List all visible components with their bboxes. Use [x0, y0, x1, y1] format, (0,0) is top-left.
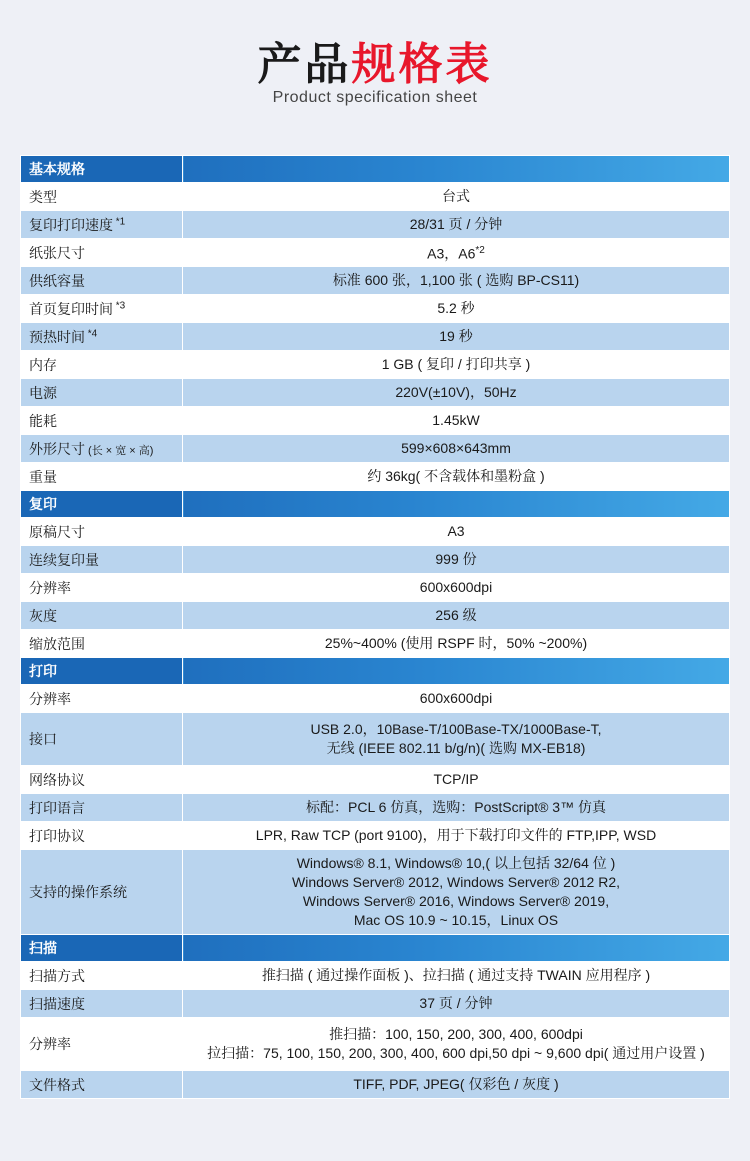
spec-label-text: 电源 — [29, 384, 57, 401]
spec-value-text: 28/31 页 / 分钟 — [409, 216, 503, 232]
spec-label — [21, 602, 183, 630]
spec-value — [183, 766, 730, 794]
spec-row — [21, 822, 730, 850]
spec-value — [183, 962, 730, 990]
spec-value — [183, 602, 730, 630]
spec-row — [21, 713, 730, 766]
spec-label-text: 外形尺寸 — [29, 440, 85, 457]
spec-label-text: 能耗 — [29, 412, 57, 429]
spec-value — [183, 794, 730, 822]
spec-row — [21, 323, 730, 351]
spec-label — [21, 766, 183, 794]
section-title: 基本规格 — [21, 156, 183, 183]
section-header — [21, 658, 730, 685]
spec-row — [21, 990, 730, 1018]
spec-label — [21, 267, 183, 295]
spec-row — [21, 435, 730, 463]
spec-value — [183, 183, 730, 211]
spec-label-text: 重量 — [29, 468, 57, 485]
spec-value-line: Windows Server® 2012, Windows Server® 2012 R2, — [292, 874, 620, 890]
spec-label — [21, 351, 183, 379]
spec-label-text: 预热时间 — [29, 328, 85, 345]
spec-label-qualifier: (长 × 宽 × 高) — [85, 444, 154, 457]
spec-label-text: 灰度 — [29, 607, 57, 624]
spec-value — [183, 351, 730, 379]
spec-row — [21, 766, 730, 794]
spec-label — [21, 574, 183, 602]
spec-value — [183, 850, 730, 935]
spec-label-text: 网络协议 — [29, 771, 85, 788]
spec-value — [183, 546, 730, 574]
spec-value-text: 推扫描 ( 通过操作面板 )、拉扫描 ( 通过支持 TWAIN 应用程序 ) — [261, 967, 651, 983]
page-header — [0, 0, 750, 155]
spec-label — [21, 463, 183, 491]
spec-label-text: 支持的操作系统 — [29, 884, 127, 900]
spec-value-text: 19 秒 — [439, 328, 473, 344]
spec-label-text: 分辨率 — [29, 690, 71, 707]
spec-value — [183, 239, 730, 267]
spec-value-line: 无线 (IEEE 802.11 b/g/n)( 选购 MX-EB18) — [326, 740, 586, 756]
section-header-fill — [183, 491, 730, 518]
spec-value — [183, 323, 730, 351]
spec-label — [21, 1071, 183, 1099]
spec-value — [183, 435, 730, 463]
title-red-part: 规格表 — [351, 39, 493, 90]
section-header-fill — [183, 156, 730, 183]
spec-row — [21, 295, 730, 323]
footnote-marker: *3 — [113, 299, 126, 311]
spec-label-text: 类型 — [29, 188, 57, 205]
spec-label-text: 缩放范围 — [29, 635, 85, 652]
section-header — [21, 935, 730, 962]
spec-label — [21, 518, 183, 546]
spec-value — [183, 574, 730, 602]
spec-row — [21, 1018, 730, 1071]
footnote-marker: *1 — [113, 215, 126, 227]
page-title — [0, 28, 750, 92]
spec-row — [21, 379, 730, 407]
spec-label-text: 内存 — [29, 356, 57, 373]
spec-label-text: 接口 — [29, 731, 57, 747]
section-title: 复印 — [21, 491, 183, 518]
spec-row — [21, 407, 730, 435]
spec-label-text: 连续复印量 — [29, 551, 99, 568]
page-subtitle: Product specification sheet — [272, 89, 478, 106]
spec-row — [21, 239, 730, 267]
spec-label-text: 扫描方式 — [29, 967, 85, 984]
spec-label-text: 原稿尺寸 — [29, 523, 85, 540]
spec-row — [21, 267, 730, 295]
spec-row — [21, 574, 730, 602]
spec-label — [21, 685, 183, 713]
spec-label-text: 扫描速度 — [29, 995, 85, 1012]
spec-value — [183, 822, 730, 850]
spec-value-text: A3，A6 — [427, 245, 476, 262]
spec-value-line: Windows® 8.1, Windows® 10,( 以上包括 32/64 位 ) — [296, 855, 616, 871]
section-header-fill — [183, 935, 730, 962]
spec-value-text: 25%~400% (使用 RSPF 时，50% ~200%) — [324, 635, 588, 651]
spec-label — [21, 850, 183, 935]
spec-label-text: 复印打印速度 — [29, 216, 113, 233]
spec-value — [183, 463, 730, 491]
spec-value — [183, 379, 730, 407]
spec-label-text: 纸张尺寸 — [29, 244, 85, 261]
spec-value-line: Windows Server® 2016, Windows Server® 2019, — [302, 893, 610, 909]
spec-row — [21, 211, 730, 239]
spec-value-line: USB 2.0，10Base-T/100Base-TX/1000Base-T, — [310, 721, 602, 737]
spec-value-line: 推扫描：100, 150, 200, 300, 400, 600dpi — [329, 1026, 583, 1042]
spec-label — [21, 794, 183, 822]
section-title: 打印 — [21, 658, 183, 685]
spec-row — [21, 630, 730, 658]
spec-label — [21, 822, 183, 850]
spec-value-text: A3 — [447, 523, 465, 539]
spec-value — [183, 1018, 730, 1071]
spec-label — [21, 630, 183, 658]
footnote-marker: *4 — [85, 327, 98, 339]
spec-value — [183, 407, 730, 435]
spec-label — [21, 546, 183, 574]
spec-label-text: 文件格式 — [29, 1076, 85, 1093]
spec-label-text: 分辨率 — [29, 579, 71, 596]
section-header-fill — [183, 658, 730, 685]
section-header — [21, 156, 730, 183]
spec-row — [21, 685, 730, 713]
spec-table — [20, 155, 730, 1099]
spec-label — [21, 990, 183, 1018]
spec-label-text: 打印协议 — [29, 827, 85, 844]
spec-value-text: 1.45kW — [432, 412, 480, 428]
spec-row — [21, 962, 730, 990]
spec-label — [21, 962, 183, 990]
spec-row — [21, 850, 730, 935]
spec-label — [21, 379, 183, 407]
section-header — [21, 491, 730, 518]
spec-row — [21, 351, 730, 379]
spec-row — [21, 463, 730, 491]
spec-label — [21, 713, 183, 766]
spec-value — [183, 211, 730, 239]
spec-value-text: TIFF, PDF, JPEG( 仅彩色 / 灰度 ) — [353, 1076, 559, 1092]
spec-row — [21, 183, 730, 211]
spec-table-body — [21, 156, 730, 1099]
spec-value-text: 台式 — [442, 188, 470, 204]
footnote-marker: *2 — [475, 245, 485, 257]
spec-row — [21, 546, 730, 574]
title-dark-part: 产品 — [257, 39, 352, 90]
spec-label-text: 分辨率 — [29, 1036, 71, 1052]
spec-label-text: 打印语言 — [29, 799, 85, 816]
spec-value — [183, 713, 730, 766]
spec-value-text: LPR, Raw TCP (port 9100)，用于下载打印文件的 FTP,IPP, WSD — [255, 827, 657, 843]
section-title: 扫描 — [21, 935, 183, 962]
spec-value — [183, 295, 730, 323]
spec-value — [183, 1071, 730, 1099]
spec-value-text: 220V(±10V)，50Hz — [395, 384, 517, 400]
spec-label — [21, 211, 183, 239]
spec-value — [183, 518, 730, 546]
spec-value — [183, 267, 730, 295]
spec-value-text: 37 页 / 分钟 — [419, 995, 493, 1011]
spec-label — [21, 1018, 183, 1071]
spec-label-text: 供纸容量 — [29, 272, 85, 289]
spec-value — [183, 990, 730, 1018]
spec-value — [183, 630, 730, 658]
spec-value-text: 约 36kg( 不含载体和墨粉盒 ) — [367, 468, 545, 484]
spec-value-text: 标准 600 张，1,100 张 ( 选购 BP-CS11) — [332, 272, 580, 288]
spec-row — [21, 794, 730, 822]
spec-value-text: 256 级 — [435, 607, 477, 623]
spec-label — [21, 407, 183, 435]
spec-value-text: TCP/IP — [433, 771, 479, 787]
spec-row — [21, 518, 730, 546]
spec-value-text: 599×608×643mm — [401, 440, 511, 456]
spec-value — [183, 685, 730, 713]
spec-value-line: Mac OS 10.9 ~ 10.15，Linux OS — [353, 912, 559, 928]
spec-label — [21, 295, 183, 323]
spec-row — [21, 1071, 730, 1099]
spec-value-text: 600x600dpi — [419, 579, 493, 595]
spec-label — [21, 435, 183, 463]
spec-value-text: 600x600dpi — [419, 690, 493, 706]
spec-value-text: 标配：PCL 6 仿真，选购：PostScript® 3™ 仿真 — [306, 799, 606, 815]
spec-value-line: 拉扫描：75, 100, 150, 200, 300, 400, 600 dpi,50 dpi ~ 9,600 dpi( 通过用户设置 ) — [207, 1045, 705, 1061]
spec-label — [21, 323, 183, 351]
spec-value-text: 999 份 — [435, 551, 477, 567]
spec-row — [21, 602, 730, 630]
spec-value-text: 1 GB ( 复印 / 打印共享 ) — [381, 356, 531, 372]
spec-label — [21, 239, 183, 267]
spec-label-text: 首页复印时间 — [29, 300, 113, 317]
spec-value-text: 5.2 秒 — [437, 300, 475, 316]
spec-label — [21, 183, 183, 211]
